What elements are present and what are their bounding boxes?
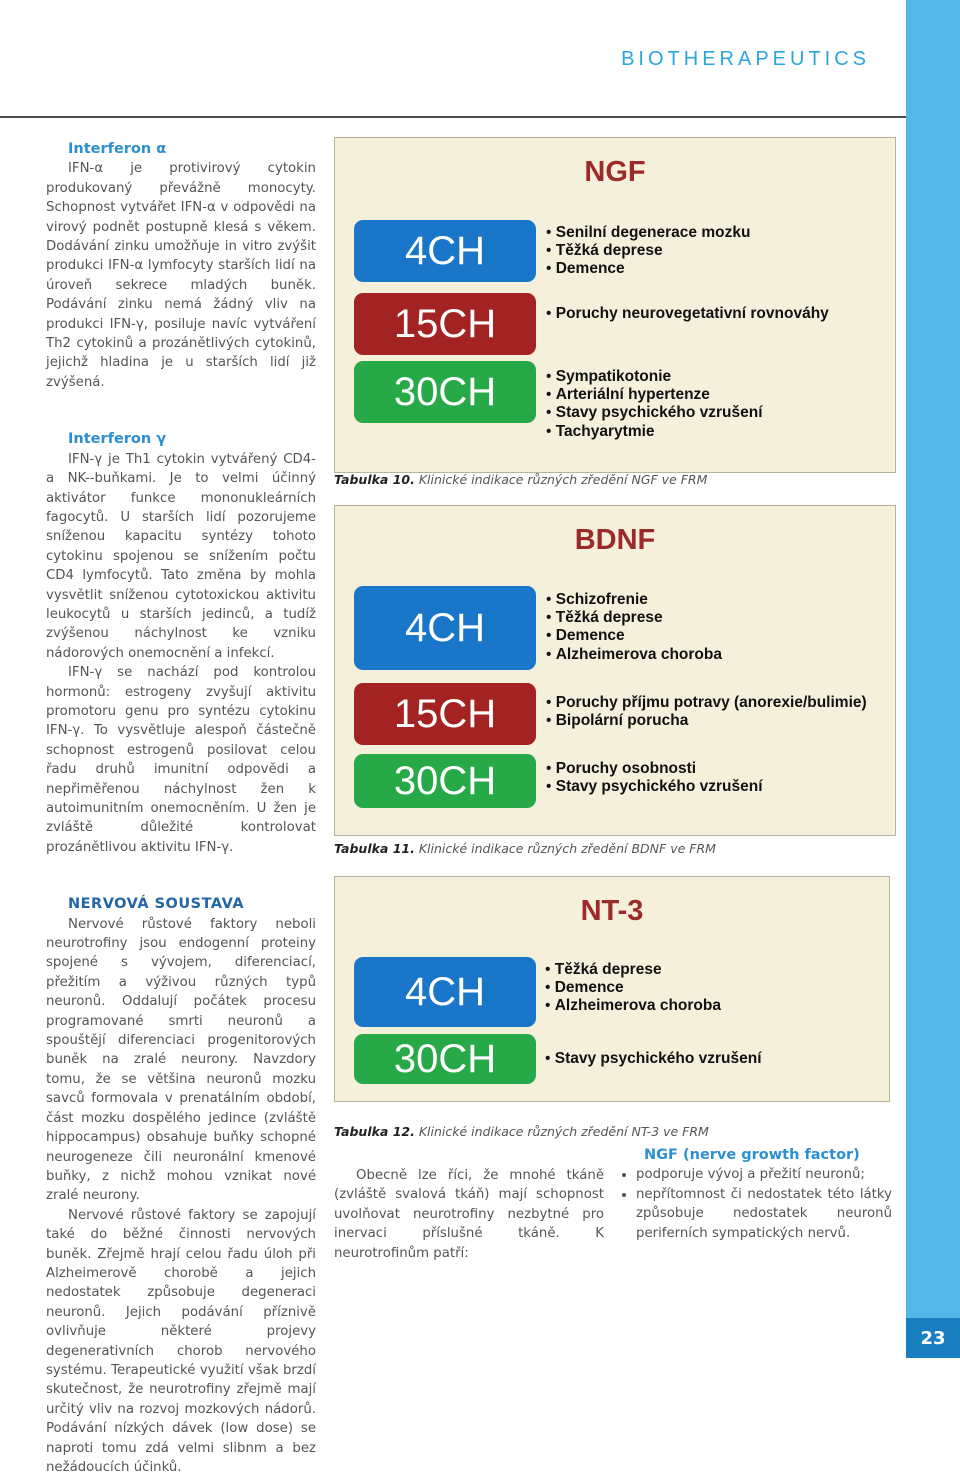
indication-item: • Sympatikotonie [546,368,763,386]
indication-item: • Senilní degenerace mozku [546,224,750,242]
page-number: 23 [906,1318,960,1358]
caption-label: Tabulka 10. [334,472,415,487]
indication-item: • Arteriální hypertenze [546,386,763,404]
indication-list [546,368,763,441]
indication-list [546,305,829,323]
indication-list [545,961,721,1016]
indication-item: • Těžká deprese [546,242,750,260]
indication-item: • Alzheimerova choroba [545,997,721,1015]
indication-list [546,224,750,279]
indication-item: • Stavy psychického vzrušení [546,404,763,422]
indication-item: • Demence [546,260,750,278]
caption-text: Klinické indikace různých zředění NT-3 ve FRM [414,1124,709,1139]
left-column [46,140,316,1477]
ngf-list-item: • podporuje vývoj a přežití neuronů; [636,1165,892,1184]
dilution-pill: 4CH [354,586,536,670]
section-title-nervous-system: NERVOVÁ SOUSTAVA [68,896,245,913]
caption-text: Klinické indikace různých zředění BDNF ve FRM [414,841,716,856]
indication-item: • Tachyarytmie [546,423,763,441]
dilution-pill: 30CH [354,754,536,808]
table-ngf [334,137,896,473]
table-title: BDNF [574,524,656,556]
table-title: NT-3 [580,895,644,927]
caption-text: Klinické indikace různých zředění NGF ve FRM [414,472,708,487]
indication-list [545,1050,762,1068]
table-caption [334,841,716,856]
indication-item: • Těžká deprese [545,961,721,979]
ngf-list [618,1165,892,1243]
caption-label: Tabulka 11. [334,841,415,856]
dilution-pill: 4CH [354,220,536,282]
table-caption [334,472,707,487]
ngf-section-title: NGF (nerve growth factor) [644,1147,860,1163]
indication-item: • Alzheimerova choroba [546,646,722,664]
indication-item: • Poruchy osobnosti [546,760,763,778]
dilution-pill: 30CH [354,1034,536,1084]
ngf-list-item: • nepřítomnost či nedostatek této látky způsobuje nedostatek neuronů periferních sympatických nervů. [636,1185,892,1243]
section-title-interferon-gamma: Interferon γ [68,431,167,448]
dilution-pill: 30CH [354,361,536,423]
paragraph-interferon-gamma-1: IFN-γ je Th1 cytokin vytvářený CD4- a NK--buňkami. Je to velmi účinný aktivátor funkce mononukleárních fagocytů. U starších lidí pozorujeme sníženou kapacitu syntézy tohoto cytokinu spojenou se snížením počtu CD4 lymfocytů. Tato změna by mohla vysvětlit sníženou cytotoxickou aktivitu leukocytů u starších jedinců, a tudíž zvýšenou náchylnost ke vzniku nádorových onemocnění a infekcí. [46,451,316,661]
indication-item: • Těžká deprese [546,609,722,627]
table-bdnf [334,505,896,836]
paragraph-interferon-alpha: IFN-α je protivirový cytokin produkovaný převážně monocyty. Schopnost vytvářet IFN-α v odpovědi na virový podnět postupně klesá s věkem. Dodávání zinku umožňuje in vitro zvýšit produkci IFN-α lymfocyty starších lidí na úroveň sekrece mladých buněk. Podávání zinku nemá žádný vliv na produkci IFN-γ, posiluje navíc vytváření Th2 cytokinů a prozánětlivých cytokinů, jejichž hladina je u starších lidí již zvýšená. [46,161,316,390]
caption-label: Tabulka 12. [334,1124,415,1139]
indication-list [546,694,867,730]
paragraph-nervous-2: Nervové růstové faktory se zapojují také do běžné činnosti nervových buněk. Zřejmě hrají celou řadu úloh při Alzheimerově chorobě a jejich nedostatek způsobuje degeneraci neuronů. Jejich podávání příznivě ovlivňuje některé projevy degenerativních chorob nervového systému. Terapeutické využití však brzdí skutečnost, že neurotrofiny zřejmě mají určitý vliv na rozvoj mozkových nádorů. Podávání nízkých dávek (low dose) se naproti tomu zdá velmi slibnm a bez nežádoucích účinků. [46,1207,316,1475]
dilution-pill: 4CH [354,957,536,1027]
indication-item: • Bipolární porucha [546,712,867,730]
indication-item: • Demence [545,979,721,997]
indication-item: • Stavy psychického vzrušení [546,778,763,796]
indication-item: • Demence [546,627,722,645]
dilution-pill: 15CH [354,683,536,745]
table-title: NGF [584,156,646,188]
header-rule [0,116,906,118]
paragraph-nervous-1: Nervové růstové faktory neboli neurotrofiny jsou endogenní proteiny spojené s vývojem, diferenciací, přežitím a výživou různých typů neuronů. Oddalují počátek procesu programované smrti neuronů a spouštějí diferenciaci progenitorových buněk na zralé neurony. Navzdory tomu, že se většina neuronů mozku savců formovala v prenatálním období, část mozku dospělého jedince (zvláště hippocampus) obsahuje buňky schopné neurogeneze čili neuronální kmenové buňky, z nichž mohou vznikat nové zralé neurony. [46,916,316,1204]
sidebar-stripe [906,0,960,1358]
paragraph-interferon-gamma-2: IFN-γ se nachází pod kontrolou hormonů: estrogeny zvyšují aktivitu promotoru genu pro syntézu cytokinu IFN-γ. To vysvětluje alespoň částečně schopnost estrogenů posilovat celou řadu druhů imunitní odpovědi a nepřiměřenou náchylnost žen k autoimunitním onemocněním. U žen je zvláště důležité kontrolovat prozánětlivou aktivitu IFN-γ. [46,665,316,855]
paragraph-neurotrophins-intro: Obecně lze říci, že mnohé tkáně (zvláště svalová tkáň) mají schopnost uvolňovat neurotrofiny nezbytné pro inervaci příslušné tkáně. K neurotrofinům patří: [334,1168,604,1261]
header-title: BIOTHERAPEUTICS [621,48,870,70]
dilution-pill: 15CH [354,293,536,355]
section-title-interferon-alpha: Interferon α [68,141,167,157]
indication-list [546,760,763,796]
indication-item: • Stavy psychického vzrušení [545,1050,762,1068]
indication-item: • Poruchy neurovegetativní rovnováhy [546,305,829,323]
indication-list [546,591,722,664]
table-caption [334,1124,709,1139]
table-nt3 [334,876,890,1102]
ngf-section [618,1146,892,1243]
indication-item: • Poruchy příjmu potravy (anorexie/bulimie) [546,694,867,712]
indication-item: • Schizofrenie [546,591,722,609]
